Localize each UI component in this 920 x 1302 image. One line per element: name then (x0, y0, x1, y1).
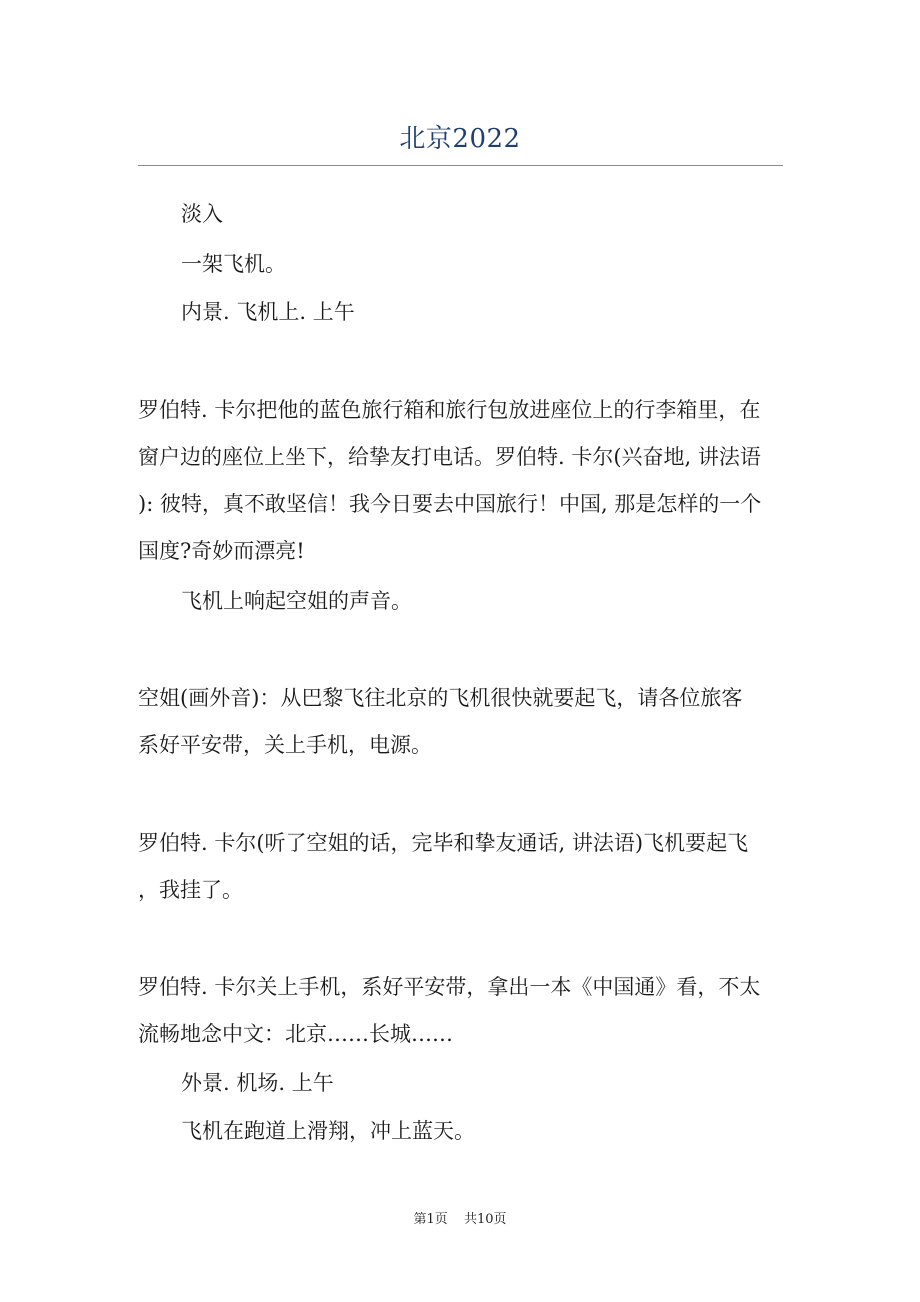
script-line: 罗伯特. 卡尔把他的蓝色旅行箱和旅行包放进座位上的行李箱里，在 (138, 398, 761, 422)
script-line: 罗伯特. 卡尔关上手机，系好平安带，拿出一本《中国通》看，不太 (138, 975, 761, 999)
page-footer (0, 1208, 920, 1227)
script-line: ，我挂了。 (138, 878, 243, 902)
script-line: 飞机在跑道上滑翔，冲上蓝天。 (181, 1119, 475, 1143)
script-line: 系好平安带，关上手机，电源。 (138, 733, 432, 757)
script-line: 流畅地念中文：北京……长城…… (138, 1022, 453, 1046)
script-line: 内景. 飞机上. 上午 (181, 300, 355, 324)
script-line: 淡入 (181, 202, 223, 226)
page-total: 共10页 (463, 1212, 507, 1227)
title-divider (138, 165, 783, 166)
script-line: 窗户边的座位上坐下，给挚友打电话。罗伯特. 卡尔(兴奋地, 讲法语 (138, 445, 761, 469)
script-line: 一架飞机。 (181, 252, 286, 276)
script-line: ): 彼特，真不敢坚信！我今日要去中国旅行！中国, 那是怎样的一个 (138, 492, 762, 516)
page-number: 第1页 (413, 1212, 448, 1227)
script-line: 外景. 机场. 上午 (181, 1071, 334, 1095)
script-line: 飞机上响起空姐的声音。 (181, 589, 412, 613)
document-title: 北京2022 (399, 124, 521, 154)
script-line: 空姐(画外音)：从巴黎飞往北京的飞机很快就要起飞，请各位旅客 (138, 686, 743, 710)
script-line: 罗伯特. 卡尔(听了空姐的话，完毕和挚友通话, 讲法语)飞机要起飞 (138, 831, 749, 855)
script-line: 国度?奇妙而漂亮! (138, 539, 305, 563)
